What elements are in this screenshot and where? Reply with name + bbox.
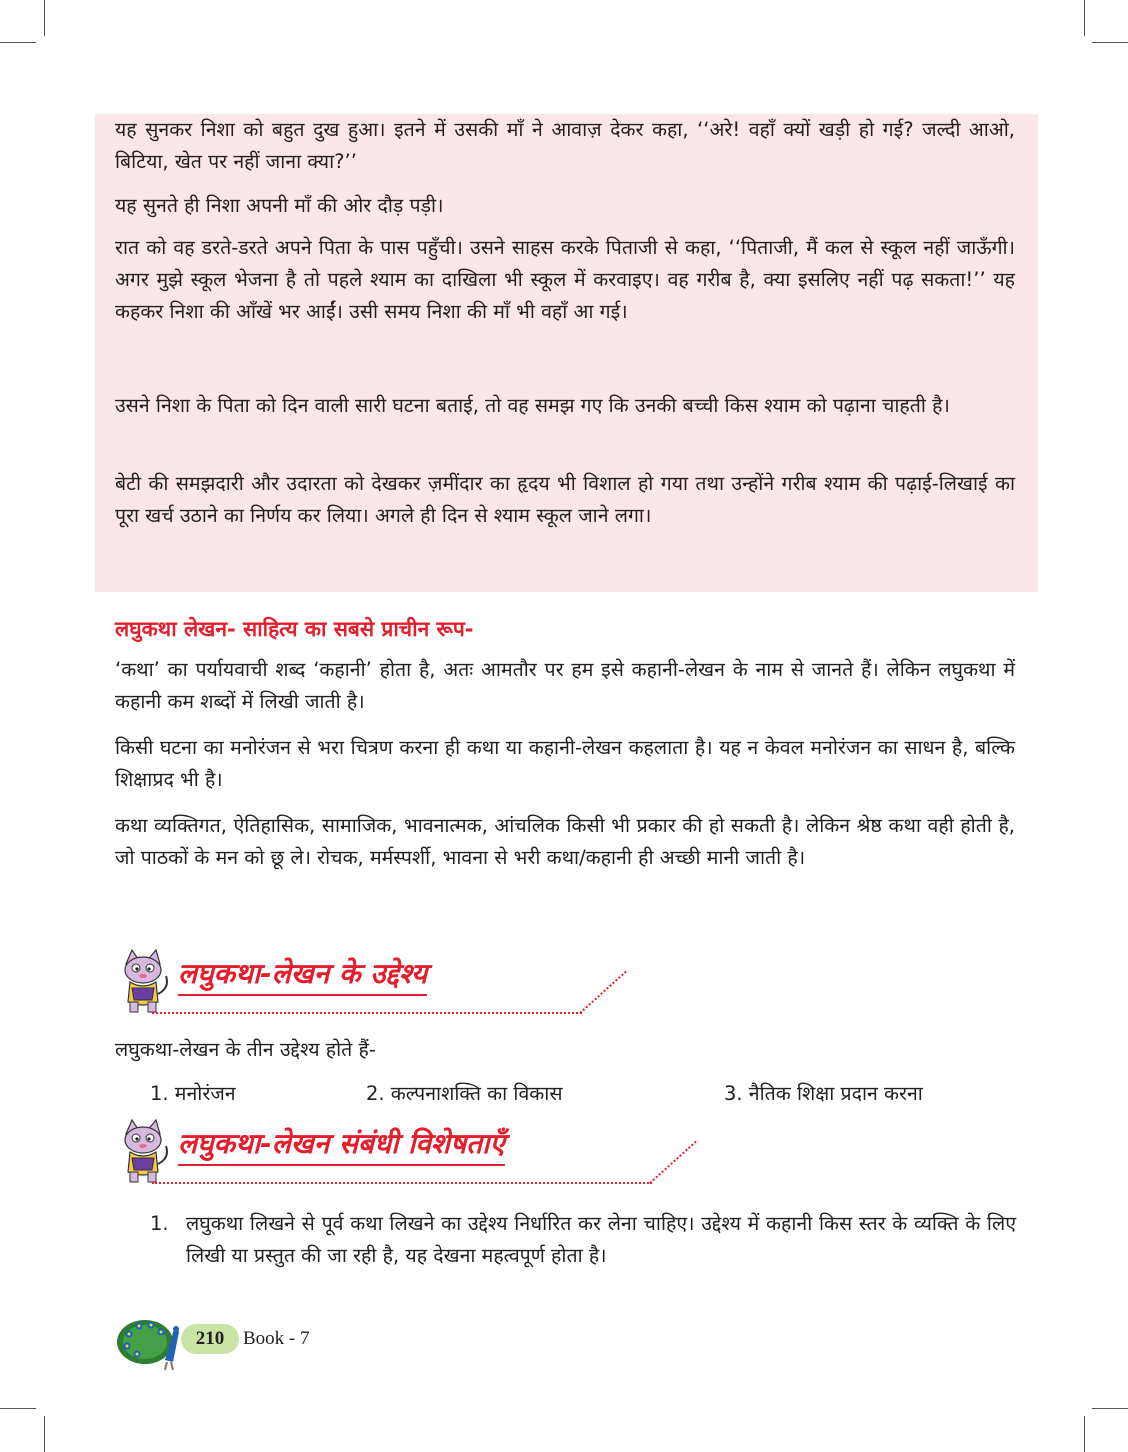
banner-dotted-rule <box>152 1012 582 1014</box>
crop-mark <box>44 1416 45 1452</box>
features-banner-title: लघुकथा-लेखन संबंधी विशेषताएँ <box>178 1124 505 1166</box>
story-paragraph: रात को वह डरते-डरते अपने पिता के पास पहुँची। उसने साहस करके पिताजी से कहा, ‘‘पिताजी, मैं कल से स्कूल नहीं जाऊँगी। अगर मुझे स्कूल भेजना है तो पहले श्याम का दाखिला भी स्कूल में करवाइए। वह गरीब है, क्या इसलिए नहीं पढ़ सकता!’’ यह कहकर निशा की आँखें भर आईं। उसी समय निशा की माँ भी वहाँ आ गई। <box>115 236 1015 323</box>
section-heading: लघुकथा लेखन- साहित्य का सबसे प्राचीन रूप- <box>115 617 474 641</box>
crop-mark <box>1092 42 1128 43</box>
story-paragraph: बेटी की समझदारी और उदारता को देखकर ज़मींदार का हृदय भी विशाल हो गया तथा उन्होंने गरीब श्याम की पढ़ाई-लिखाई का पूरा खर्च उठाने का निर्णय कर लिया। अगले ही दिन से श्याम स्कूल जाने लगा। <box>115 472 1015 527</box>
feature-item-number: 1. <box>150 1212 169 1235</box>
story-paragraph: यह सुनकर निशा को बहुत दुख हुआ। इतने में उसकी माँ ने आवाज़ देकर कहा, ‘‘अरे! वहाँ क्यों खड़ी हो गई? जल्दी आओ, बिटिया, खेत पर नहीं जाना क्या?’’ <box>115 118 1015 173</box>
objective-item: 1. मनोरंजन <box>150 1082 236 1105</box>
banner-dotted-slash <box>649 1141 696 1184</box>
section-paragraph: कथा व्यक्तिगत, ऐतिहासिक, सामाजिक, भावनात्मक, आंचलिक किसी भी प्रकार की हो सकती है। लेकिन श्रेष्ठ कथा वही होती है, जो पाठकों के मन को छू ले। रोचक, मर्मस्पर्शी, भावना से भरी कथा/कहानी ही अच्छी मानी जाती है। <box>115 814 1015 869</box>
objective-item: 2. कल्पनाशक्ति का विकास <box>366 1082 563 1105</box>
section-paragraph: ‘कथा’ का पर्यायवाची शब्द ‘कहानी’ होता है, अतः आमतौर पर हम इसे कहानी-लेखन के नाम से जानते हैं। लेकिन लघुकथा में कहानी कम शब्दों में लिखी जाती है। <box>115 658 1015 713</box>
banner-dotted-slash <box>579 971 626 1014</box>
story-paragraph: यह सुनते ही निशा अपनी माँ की ओर दौड़ पड़ी। <box>115 194 444 217</box>
crop-mark <box>0 1408 36 1409</box>
objectives-banner-title: लघुकथा-लेखन के उद्देश्य <box>178 954 427 996</box>
book-label: Book - 7 <box>243 1328 310 1349</box>
banner-dotted-rule <box>152 1182 652 1184</box>
objective-item: 3. नैतिक शिक्षा प्रदान करना <box>724 1082 923 1105</box>
crop-mark <box>0 42 36 43</box>
objectives-intro: लघुकथा-लेखन के तीन उद्देश्य होते हैं- <box>115 1038 376 1061</box>
objectives-banner <box>112 948 692 1018</box>
crop-mark <box>1084 0 1085 36</box>
cat-mascot-icon <box>112 948 174 1016</box>
feature-item-text: लघुकथा लिखने से पूर्व कथा लिखने का उद्देश्य निर्धारित कर लेना चाहिए। उद्देश्य में कहानी किस स्तर के व्यक्ति के लिए लिखी या प्रस्तुत की जा रही है, यह देखना महत्वपूर्ण होता है। <box>186 1212 1016 1267</box>
crop-mark <box>1092 1408 1128 1409</box>
peacock-icon <box>115 1312 185 1372</box>
page-footer <box>115 1312 355 1372</box>
section-paragraph: किसी घटना का मनोरंजन से भरा चित्रण करना ही कथा या कहानी-लेखन कहलाता है। यह न केवल मनोरंजन का साधन है, बल्कि शिक्षाप्रद भी है। <box>115 736 1015 791</box>
features-banner <box>112 1118 692 1188</box>
cat-mascot-icon <box>112 1118 174 1186</box>
crop-mark <box>44 0 45 36</box>
feature-item <box>150 1208 1016 1272</box>
crop-mark <box>1084 1416 1085 1452</box>
page-number: 210 <box>181 1324 239 1354</box>
story-paragraph: उसने निशा के पिता को दिन वाली सारी घटना बताई, तो वह समझ गए कि उनकी बच्ची किस श्याम को पढ़ाना चाहती है। <box>115 394 950 417</box>
